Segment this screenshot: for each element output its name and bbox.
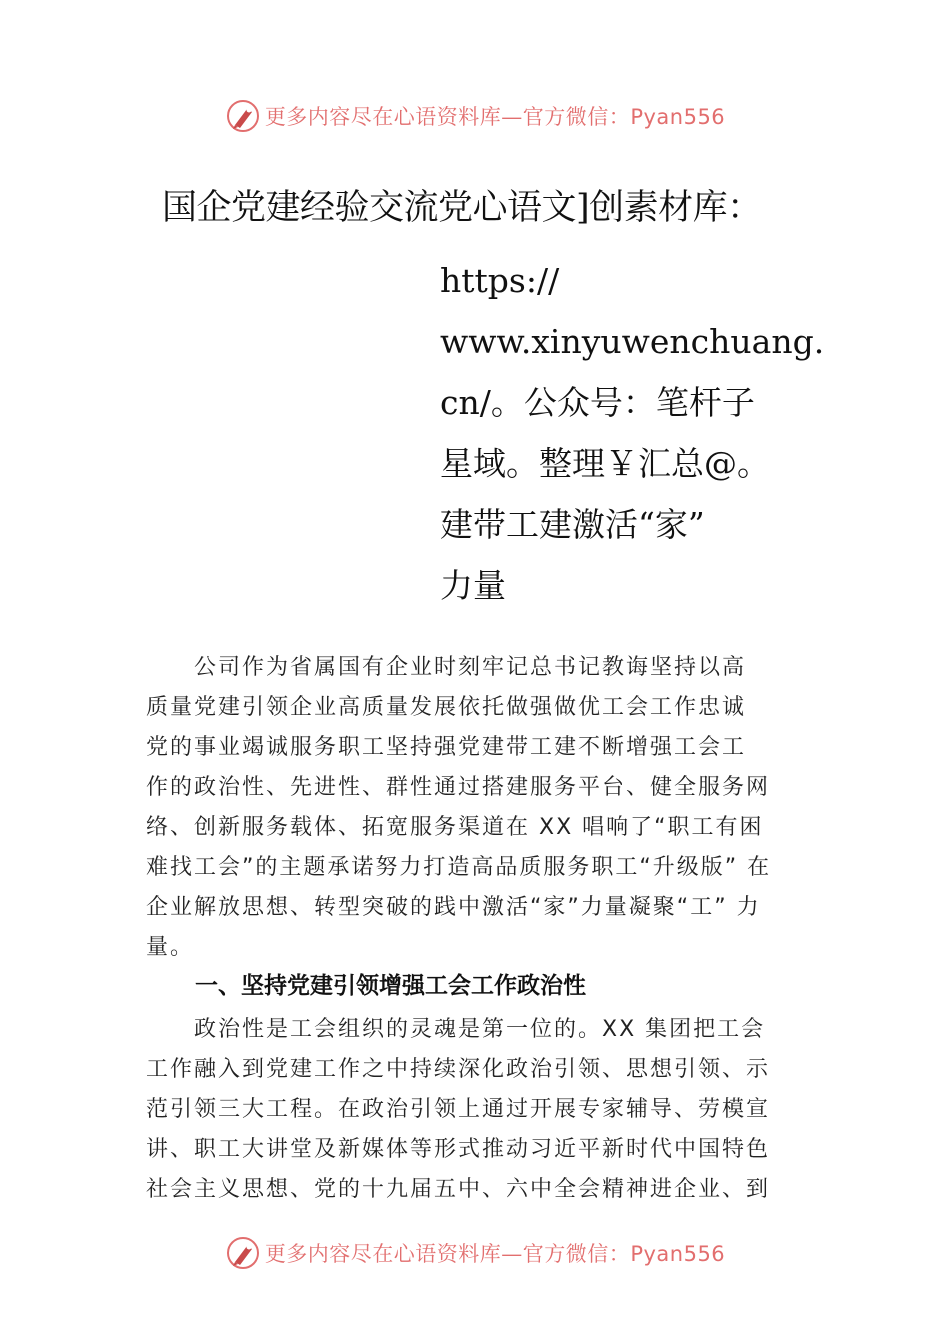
pen-nib-logo-icon	[225, 1235, 261, 1271]
paragraph-line: 量。	[146, 935, 195, 960]
pen-nib-logo-icon	[225, 98, 261, 134]
title-continuation	[440, 250, 825, 616]
paragraph-line: 工作融入到党建工作之中持续深化政治引领、思想引领、示	[146, 1057, 771, 1082]
title-line: www.xinyuwenchuang.	[440, 322, 825, 361]
title-line: 力量	[440, 566, 506, 605]
paragraph-line: 公司作为省属国有企业时刻牢记总书记教诲坚持以高	[146, 655, 747, 680]
paragraph-line: 作的政治性、先进性、群性通过搭建服务平台、健全服务网	[146, 775, 771, 800]
title-line: 建带工建激活“家”	[440, 505, 705, 544]
title-line: 星域。整理￥汇总@。	[440, 444, 770, 483]
document-title: 国企党建经验交流党心语文]创素材库：	[162, 188, 762, 228]
paragraph-line: 企业解放思想、转型突破的践中激活“家”力量凝聚“工” 力	[146, 895, 761, 920]
paragraph-line: 讲、职工大讲堂及新媒体等形式推动习近平新时代中国特色	[146, 1137, 771, 1162]
paragraph-line: 党的事业竭诚服务职工坚持强党建带工建不断增强工会工	[146, 735, 747, 760]
paragraph-line: 范引领三大工程。在政治引领上通过开展专家辅导、劳模宣	[146, 1097, 771, 1122]
paragraph-section1	[146, 1010, 814, 1210]
paragraph-line: 络、创新服务载体、拓宽服务渠道在 XX 唱响了“职工有困	[146, 815, 764, 840]
paragraph-line: 难找工会”的主题承诺努力打造高品质服务职工“升级版” 在	[146, 855, 772, 880]
watermark-text: 更多内容尽在心语资料库—官方微信：Pyan556	[264, 105, 726, 129]
section-heading: 一、坚持党建引领增强工会工作政治性	[195, 973, 586, 999]
paragraph-line: 政治性是工会组织的灵魂是第一位的。XX 集团把工会	[146, 1017, 766, 1042]
paragraph-intro	[146, 648, 814, 968]
watermark-footer	[0, 1231, 950, 1275]
paragraph-line: 社会主义思想、党的十九届五中、六中全会精神进企业、到	[146, 1177, 771, 1202]
title-line: https://	[440, 261, 560, 300]
watermark-header	[0, 94, 950, 138]
watermark-text: 更多内容尽在心语资料库—官方微信：Pyan556	[264, 1242, 726, 1266]
paragraph-line: 质量党建引领企业高质量发展依托做强做优工会工作忠诚	[146, 695, 747, 720]
title-line: cn/。公众号：笔杆子	[440, 383, 755, 422]
